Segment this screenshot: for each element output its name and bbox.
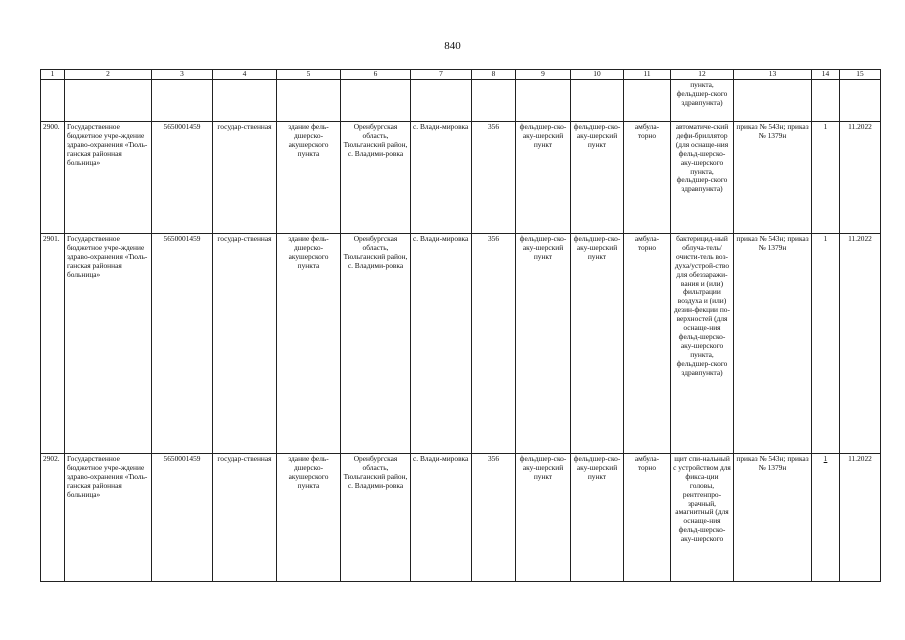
equipment-name-cell: автоматиче-ский дефи-бриллятор (для оснаще-ния фельд-шерско-аку-шерского пункта, фельдшер-ского здравпункта)	[671, 122, 734, 234]
column-number: 12	[671, 70, 734, 80]
column-number: 15	[840, 70, 881, 80]
column-number: 4	[213, 70, 277, 80]
column-number-row	[41, 70, 881, 80]
facility-type-cell: фельдшер-ско-аку-шерский пункт	[516, 122, 571, 234]
order-cell: приказ № 543н; приказ № 1379н	[734, 234, 812, 454]
equipment-name-cell: бактерицид-ный облуча-тель/очисти-тель воз-духа/устрой-ство для обеззаражи-вания и (или) фильтрации воздуха и (или) дезин-фекции по-верхностей (для оснаще-ния фельд-шерско-аку-шерского пункта, фельдшер-ского здравпункта)	[671, 234, 734, 454]
ownership-cell: государ-ственная	[213, 234, 277, 454]
quantity-cell: 1	[812, 454, 840, 582]
column-number: 5	[277, 70, 341, 80]
column-number: 10	[571, 70, 624, 80]
care-form-cell: амбула-торно	[624, 454, 671, 582]
row-number-cell: 2902.	[41, 454, 65, 582]
facility-type-cell: фельдшер-ско-аку-шерский пункт	[516, 234, 571, 454]
care-form-cell: амбула-торно	[624, 234, 671, 454]
date-cell: 11.2022	[840, 234, 881, 454]
organization-cell: Государственное бюджетное учре-ждение здраво-охранения «Тюль-ганская районная больница»	[65, 122, 152, 234]
inn-cell: 5650001459	[152, 234, 213, 454]
population-cell: 356	[472, 454, 516, 582]
column-number: 13	[734, 70, 812, 80]
column-number: 2	[65, 70, 152, 80]
page-number: 840	[444, 40, 461, 52]
date-cell: 11.2022	[840, 454, 881, 582]
settlement-cell: с. Влади-мировка	[411, 122, 472, 234]
equipment-table	[40, 69, 881, 582]
order-cell: приказ № 543н; приказ № 1379н	[734, 454, 812, 582]
quantity-cell: 1	[812, 234, 840, 454]
inn-cell: 5650001459	[152, 122, 213, 234]
unit-type-cell: фельдшер-ско-аку-шерский пункт	[571, 454, 624, 582]
address-cell: Оренбургская область, Тюльганский район, с. Владими-ровка	[341, 122, 411, 234]
building-cell: здание фель-дшерско-акушерского пункта	[277, 234, 341, 454]
building-cell: здание фель-дшерско-акушерского пункта	[277, 454, 341, 582]
organization-cell: Государственное бюджетное учре-ждение здраво-охранения «Тюль-ганская районная больница»	[65, 454, 152, 582]
column-number: 7	[411, 70, 472, 80]
column-number: 14	[812, 70, 840, 80]
population-cell: 356	[472, 234, 516, 454]
unit-type-cell: фельдшер-ско-аку-шерский пункт	[571, 234, 624, 454]
row-number-cell: 2900.	[41, 122, 65, 234]
column-number: 8	[472, 70, 516, 80]
care-form-cell: амбула-торно	[624, 122, 671, 234]
inn-cell: 5650001459	[152, 454, 213, 582]
table-row	[41, 122, 881, 234]
order-cell: приказ № 543н; приказ № 1379н	[734, 122, 812, 234]
column-number: 11	[624, 70, 671, 80]
quantity-cell: 1	[812, 122, 840, 234]
unit-type-cell: фельдшер-ско-аку-шерский пункт	[571, 122, 624, 234]
ownership-cell: государ-ственная	[213, 454, 277, 582]
equipment-name-cell: пункта, фельдшер-ского здравпункта)	[671, 80, 734, 122]
address-cell: Оренбургская область, Тюльганский район, с. Владими-ровка	[341, 234, 411, 454]
building-cell: здание фель-дшерско-акушерского пункта	[277, 122, 341, 234]
equipment-name-cell: щит спи-нальный с устройством для фикса-ции головы, рентгенпро-зрачный, амагнитный (для оснаще-ния фельд-шерско-аку-шерского	[671, 454, 734, 582]
settlement-cell: с. Влади-мировка	[411, 234, 472, 454]
table-row	[41, 454, 881, 582]
population-cell: 356	[472, 122, 516, 234]
ownership-cell: государ-ственная	[213, 122, 277, 234]
facility-type-cell: фельдшер-ско-аку-шерский пункт	[516, 454, 571, 582]
column-number: 3	[152, 70, 213, 80]
date-cell: 11.2022	[840, 122, 881, 234]
organization-cell: Государственное бюджетное учре-ждение здраво-охранения «Тюль-ганская районная больница»	[65, 234, 152, 454]
row-number-cell: 2901.	[41, 234, 65, 454]
table-row	[41, 234, 881, 454]
settlement-cell: с. Влади-мировка	[411, 454, 472, 582]
column-number: 6	[341, 70, 411, 80]
column-number: 9	[516, 70, 571, 80]
continuation-row	[41, 80, 881, 122]
column-number: 1	[41, 70, 65, 80]
address-cell: Оренбургская область, Тюльганский район, с. Владими-ровка	[341, 454, 411, 582]
